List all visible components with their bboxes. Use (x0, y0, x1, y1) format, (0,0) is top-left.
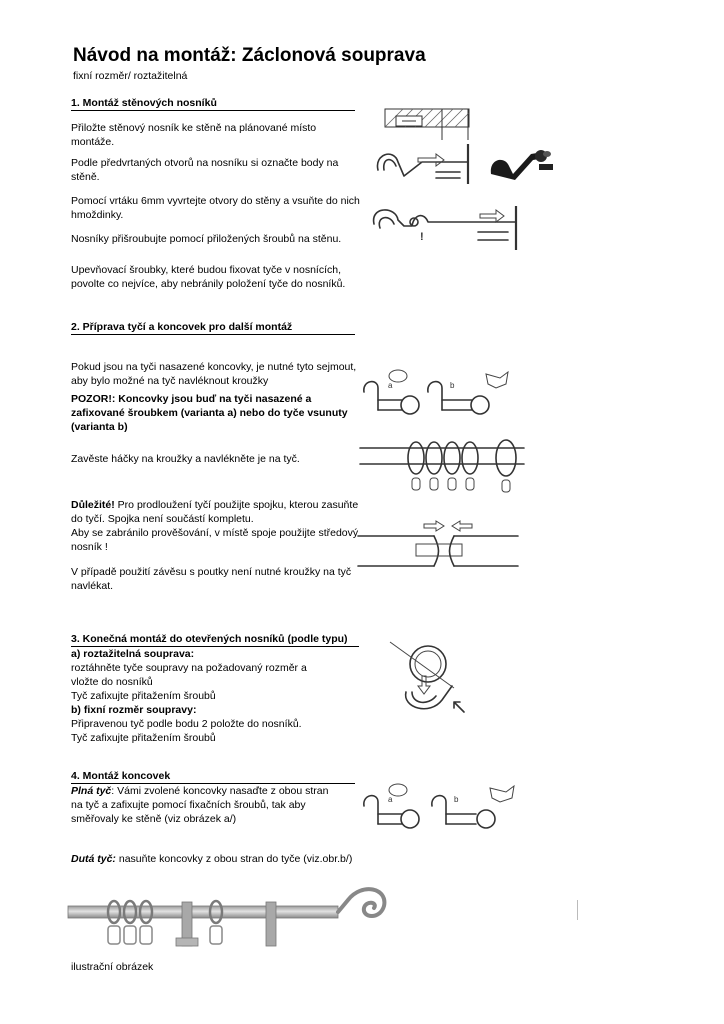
scan-artifact (577, 900, 578, 920)
section-2-paragraph-6: V případě použití závěsu s poutky není nutné kroužky na tyč navlékat. (71, 566, 352, 592)
end-caps-variants-illustration (358, 366, 518, 420)
section-3-variant-b-heading: b) fixní rozměr soupravy: (71, 704, 197, 716)
section-3-variant-a-fix: Tyč zafixujte přitažením šroubů (71, 690, 216, 702)
svg-text:!: ! (420, 231, 424, 243)
full-rod-instructions: : Vámi zvolené koncovky nasaďte z obou stran na tyč a zafixujte pomocí fixačních šroubů, tak aby směřovaly ke stěně (viz obrázek a/) (71, 785, 329, 825)
important-label: Důležité! (71, 499, 115, 511)
section-1-paragraph-5: Upevňovací šroubky, které budou fixovat tyče v nosnících, povolte co nejvíce, aby nebránily položení tyče do nosníků. (71, 264, 346, 290)
section-1-paragraph-2: Podle předvrtaných otvorů na nosníku si označte body na stěně. (71, 157, 339, 183)
section-4-full-rod-text (71, 784, 333, 826)
section-3-heading: 3. Konečná montáž do otevřených nosníků (podle typu) (71, 633, 359, 647)
section-1-paragraph-4: Nosníky přišroubujte pomocí přiložených šroubů na stěnu. (71, 233, 342, 245)
section-4-heading: 4. Montáž koncovek (71, 770, 355, 784)
bracket-marking-illustration (370, 140, 480, 186)
section-3-variant-a-heading: a) roztažitelná souprava: (71, 648, 195, 660)
bracket-screwing-illustration (368, 204, 520, 252)
wall-bracket-placement-illustration (382, 106, 472, 142)
variant-b-label: b (450, 381, 455, 390)
section-1-paragraph-1: Přiložte stěnový nosník ke stěně na plánované místo montáže. (71, 122, 317, 148)
rod-connector-illustration (354, 518, 522, 576)
section-2-paragraph-4 (71, 498, 361, 526)
section-2-paragraph-1: Pokud jsou na tyči nasazené koncovky, je nutné tyto sejmout, aby bylo možné na tyč navléknout kroužky (71, 361, 357, 387)
bracket-photo-illustration (485, 140, 565, 186)
hollow-rod-label: Dutá tyč: (71, 853, 116, 865)
section-2-warning: POZOR!: Koncovky jsou buď na tyči nasazené a zafixované šroubkem (varianta a) nebo do tyče vsunuty (varianta b) (71, 393, 348, 433)
section-3-variant-a-text: roztáhněte tyče soupravy na požadovaný rozměr a vložte do nosníků (71, 662, 307, 688)
section-3-variant-b-fix: Tyč zafixujte přitažením šroubů (71, 732, 216, 744)
document-subtitle: fixní rozměr/ roztažitelná (73, 70, 188, 82)
section-1-heading: 1. Montáž stěnových nosníků (71, 97, 355, 111)
rod-into-bracket-illustration (384, 636, 492, 718)
section-2-paragraph-5: Aby se zabránilo prověšování, v místě spoje použijte středový nosník ! (71, 527, 359, 553)
curtain-rod-product-illustration (66, 880, 398, 956)
section-1-paragraph-3: Pomocí vrtáku 6mm vyvrtejte otvory do stěny a vsuňte do nich hmoždinky. (71, 195, 360, 221)
end-caps-mounting-illustration (358, 780, 524, 834)
illustration-caption: ilustrační obrázek (71, 961, 154, 973)
variant-a-label-2: a (388, 795, 393, 804)
full-rod-label: Plná tyč (71, 785, 112, 797)
section-2-paragraph-3: Zavěste háčky na kroužky a navlékněte je na tyč. (71, 453, 300, 465)
variant-a-label: a (388, 381, 393, 390)
section-3-variant-b-text: Připravenou tyč podle bodu 2 položte do nosníků. (71, 718, 302, 730)
hollow-rod-instructions: nasuňte koncovky z obou stran do tyče (viz.obr.b/) (115, 853, 353, 865)
important-text: Pro prodloužení tyčí použijte spojku, kterou zasuňte do tyčí. Spojka není součástí kompletu. (71, 499, 359, 525)
document-title: Návod na montáž: Záclonová souprava (73, 45, 426, 66)
section-2-heading: 2. Příprava tyčí a koncovek pro další montáž (71, 321, 355, 335)
section-4-hollow-rod-text (71, 852, 401, 866)
rings-on-rod-illustration (356, 436, 528, 502)
variant-b-label-2: b (454, 795, 459, 804)
